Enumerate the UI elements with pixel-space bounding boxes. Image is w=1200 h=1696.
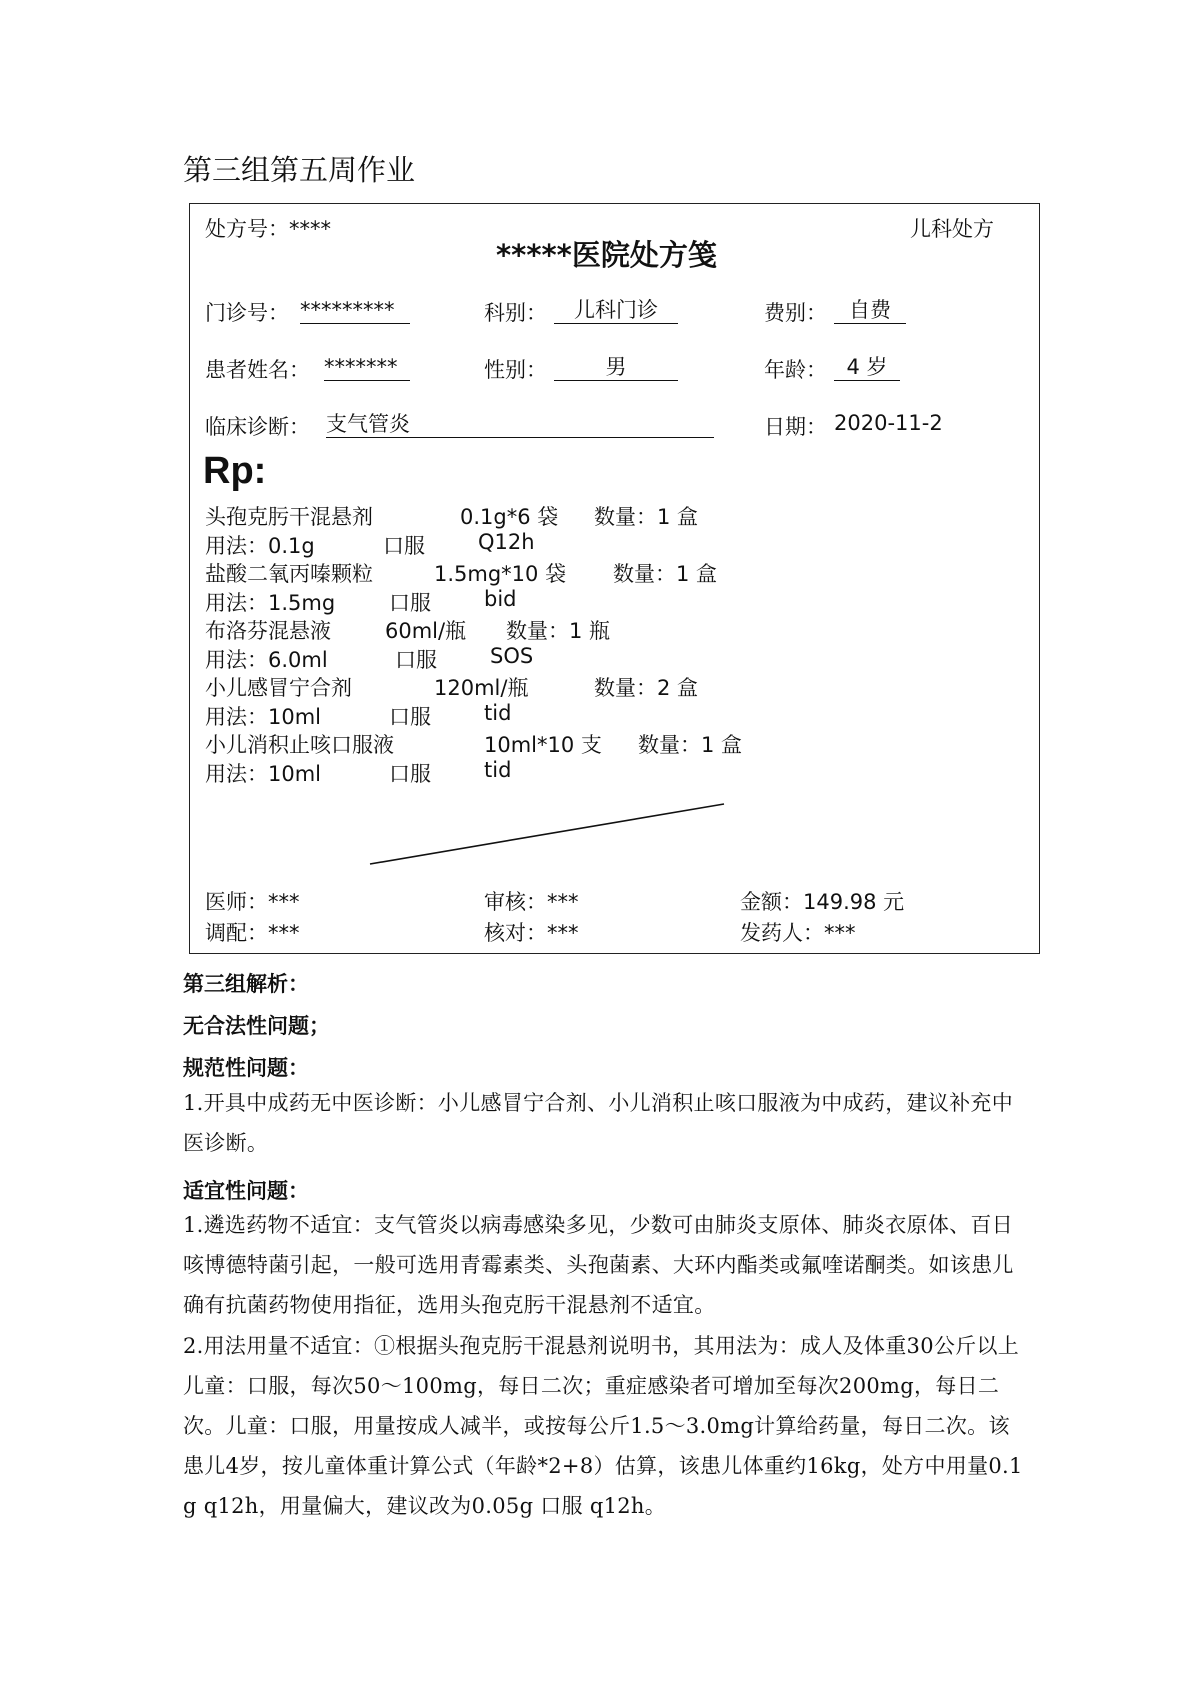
- date-value: 2020-11-2: [834, 411, 943, 435]
- clinic-no-value: *********: [300, 297, 410, 324]
- prescription-no-label: 处方号：: [205, 217, 289, 241]
- drug-route: 口服: [383, 534, 425, 558]
- drug-frequency: tid: [484, 701, 512, 725]
- drug-qty: 数量：1 盒: [638, 733, 743, 757]
- drug-frequency: Q12h: [478, 530, 535, 554]
- fee-label: 费别：: [764, 301, 827, 325]
- drug-dose: 用法：1.5mg: [205, 591, 336, 615]
- age-value: 4 岁: [834, 354, 900, 381]
- rp-symbol: Rp:: [203, 450, 267, 492]
- drug-spec: 120ml/瓶: [434, 676, 529, 700]
- drug-route: 口服: [389, 705, 431, 729]
- drug-qty: 数量：1 盒: [613, 562, 718, 586]
- drug-frequency: bid: [484, 587, 517, 611]
- drug-route: 口服: [389, 762, 431, 786]
- fee-value: 自费: [834, 297, 906, 324]
- amount: 金额：149.98 元: [740, 890, 905, 914]
- prescription-no-value: ****: [289, 217, 331, 241]
- doctor: 医师：***: [205, 890, 300, 914]
- drug-name: 布洛芬混悬液: [205, 619, 331, 643]
- drug-qty: 数量：2 盒: [594, 676, 699, 700]
- drug-name: 小儿消积止咳口服液: [205, 733, 394, 757]
- drug-frequency: tid: [484, 758, 512, 782]
- suitability-issue-2: 2.用法用量不适宜：①根据头孢克肟干混悬剂说明书，其用法为：成人及体重30公斤以上儿童：口服，每次50～100mg，每日二次；重症感染者可增加至每次200mg，每日二次。儿童：口服，用量按成人减半，或按每公斤1.5～3.0mg计算给药量，每日二次。该患儿4岁，按儿童体重计算公式（年龄*2+8）估算，该患儿体重约16kg，处方中用量0.1g q12h，用量偏大，建议改为0.05g 口服 q12h。: [183, 1334, 1023, 1518]
- checker: 核对：***: [484, 921, 579, 945]
- drug-spec: 60ml/瓶: [385, 619, 467, 643]
- analysis-heading: 第三组解析：: [183, 972, 309, 996]
- sex-value: 男: [554, 354, 678, 381]
- issuer: 发药人：***: [740, 921, 856, 945]
- patient-name-value: *******: [324, 354, 410, 381]
- drug-spec: 1.5mg*10 袋: [434, 562, 567, 586]
- drug-route: 口服: [395, 648, 437, 672]
- drug-name: 小儿感冒宁合剂: [205, 676, 352, 700]
- date-label: 日期：: [764, 415, 827, 439]
- drug-frequency: SOS: [490, 644, 534, 668]
- drug-dose: 用法：6.0ml: [205, 648, 328, 672]
- clinic-no-label: 门诊号：: [205, 301, 289, 325]
- norm-issue-1: 1.开具中成药无中医诊断：小儿感冒宁合剂、小儿消积止咳口服液为中成药，建议补充中医诊断。: [183, 1091, 1014, 1155]
- suitability-issue-1: 1.遴选药物不适宜：支气管炎以病毒感染多见，少数可由肺炎支原体、肺炎衣原体、百日咳博德特菌引起，一般可选用青霉素类、头孢菌素、大环内酯类或氟喹诺酮类。如该患儿确有抗菌药物使用指征，选用头孢克肟干混悬剂不适宜。: [183, 1213, 1014, 1317]
- drug-dose: 用法：10ml: [205, 762, 322, 786]
- drug-route: 口服: [389, 591, 431, 615]
- dispenser: 调配：***: [205, 921, 300, 945]
- patient-name-label: 患者姓名：: [205, 358, 310, 382]
- legality-statement: 无合法性问题；: [183, 1014, 330, 1038]
- drug-dose: 用法：0.1g: [205, 534, 315, 558]
- drug-qty: 数量：1 盒: [594, 505, 699, 529]
- dept-value: 儿科门诊: [554, 297, 678, 324]
- prescription-type: 儿科处方: [910, 217, 994, 241]
- drug-spec: 10ml*10 支: [484, 733, 602, 757]
- reviewer: 审核：***: [484, 890, 579, 914]
- sex-label: 性别：: [484, 358, 547, 382]
- dept-label: 科别：: [484, 301, 547, 325]
- hospital-title: *****医院处方笺: [496, 238, 717, 272]
- document-title: 第三组第五周作业: [183, 153, 416, 187]
- diagnosis-label: 临床诊断：: [205, 415, 310, 439]
- suitability-heading: 适宜性问题：: [183, 1179, 309, 1203]
- drug-dose: 用法：10ml: [205, 705, 322, 729]
- drug-spec: 0.1g*6 袋: [460, 505, 559, 529]
- drug-name: 头孢克肟干混悬剂: [205, 505, 373, 529]
- age-label: 年龄：: [764, 358, 827, 382]
- drug-qty: 数量：1 瓶: [506, 619, 611, 643]
- norm-heading: 规范性问题：: [183, 1056, 309, 1080]
- drug-name: 盐酸二氧丙嗪颗粒: [205, 562, 373, 586]
- diagnosis-value: 支气管炎: [326, 411, 714, 438]
